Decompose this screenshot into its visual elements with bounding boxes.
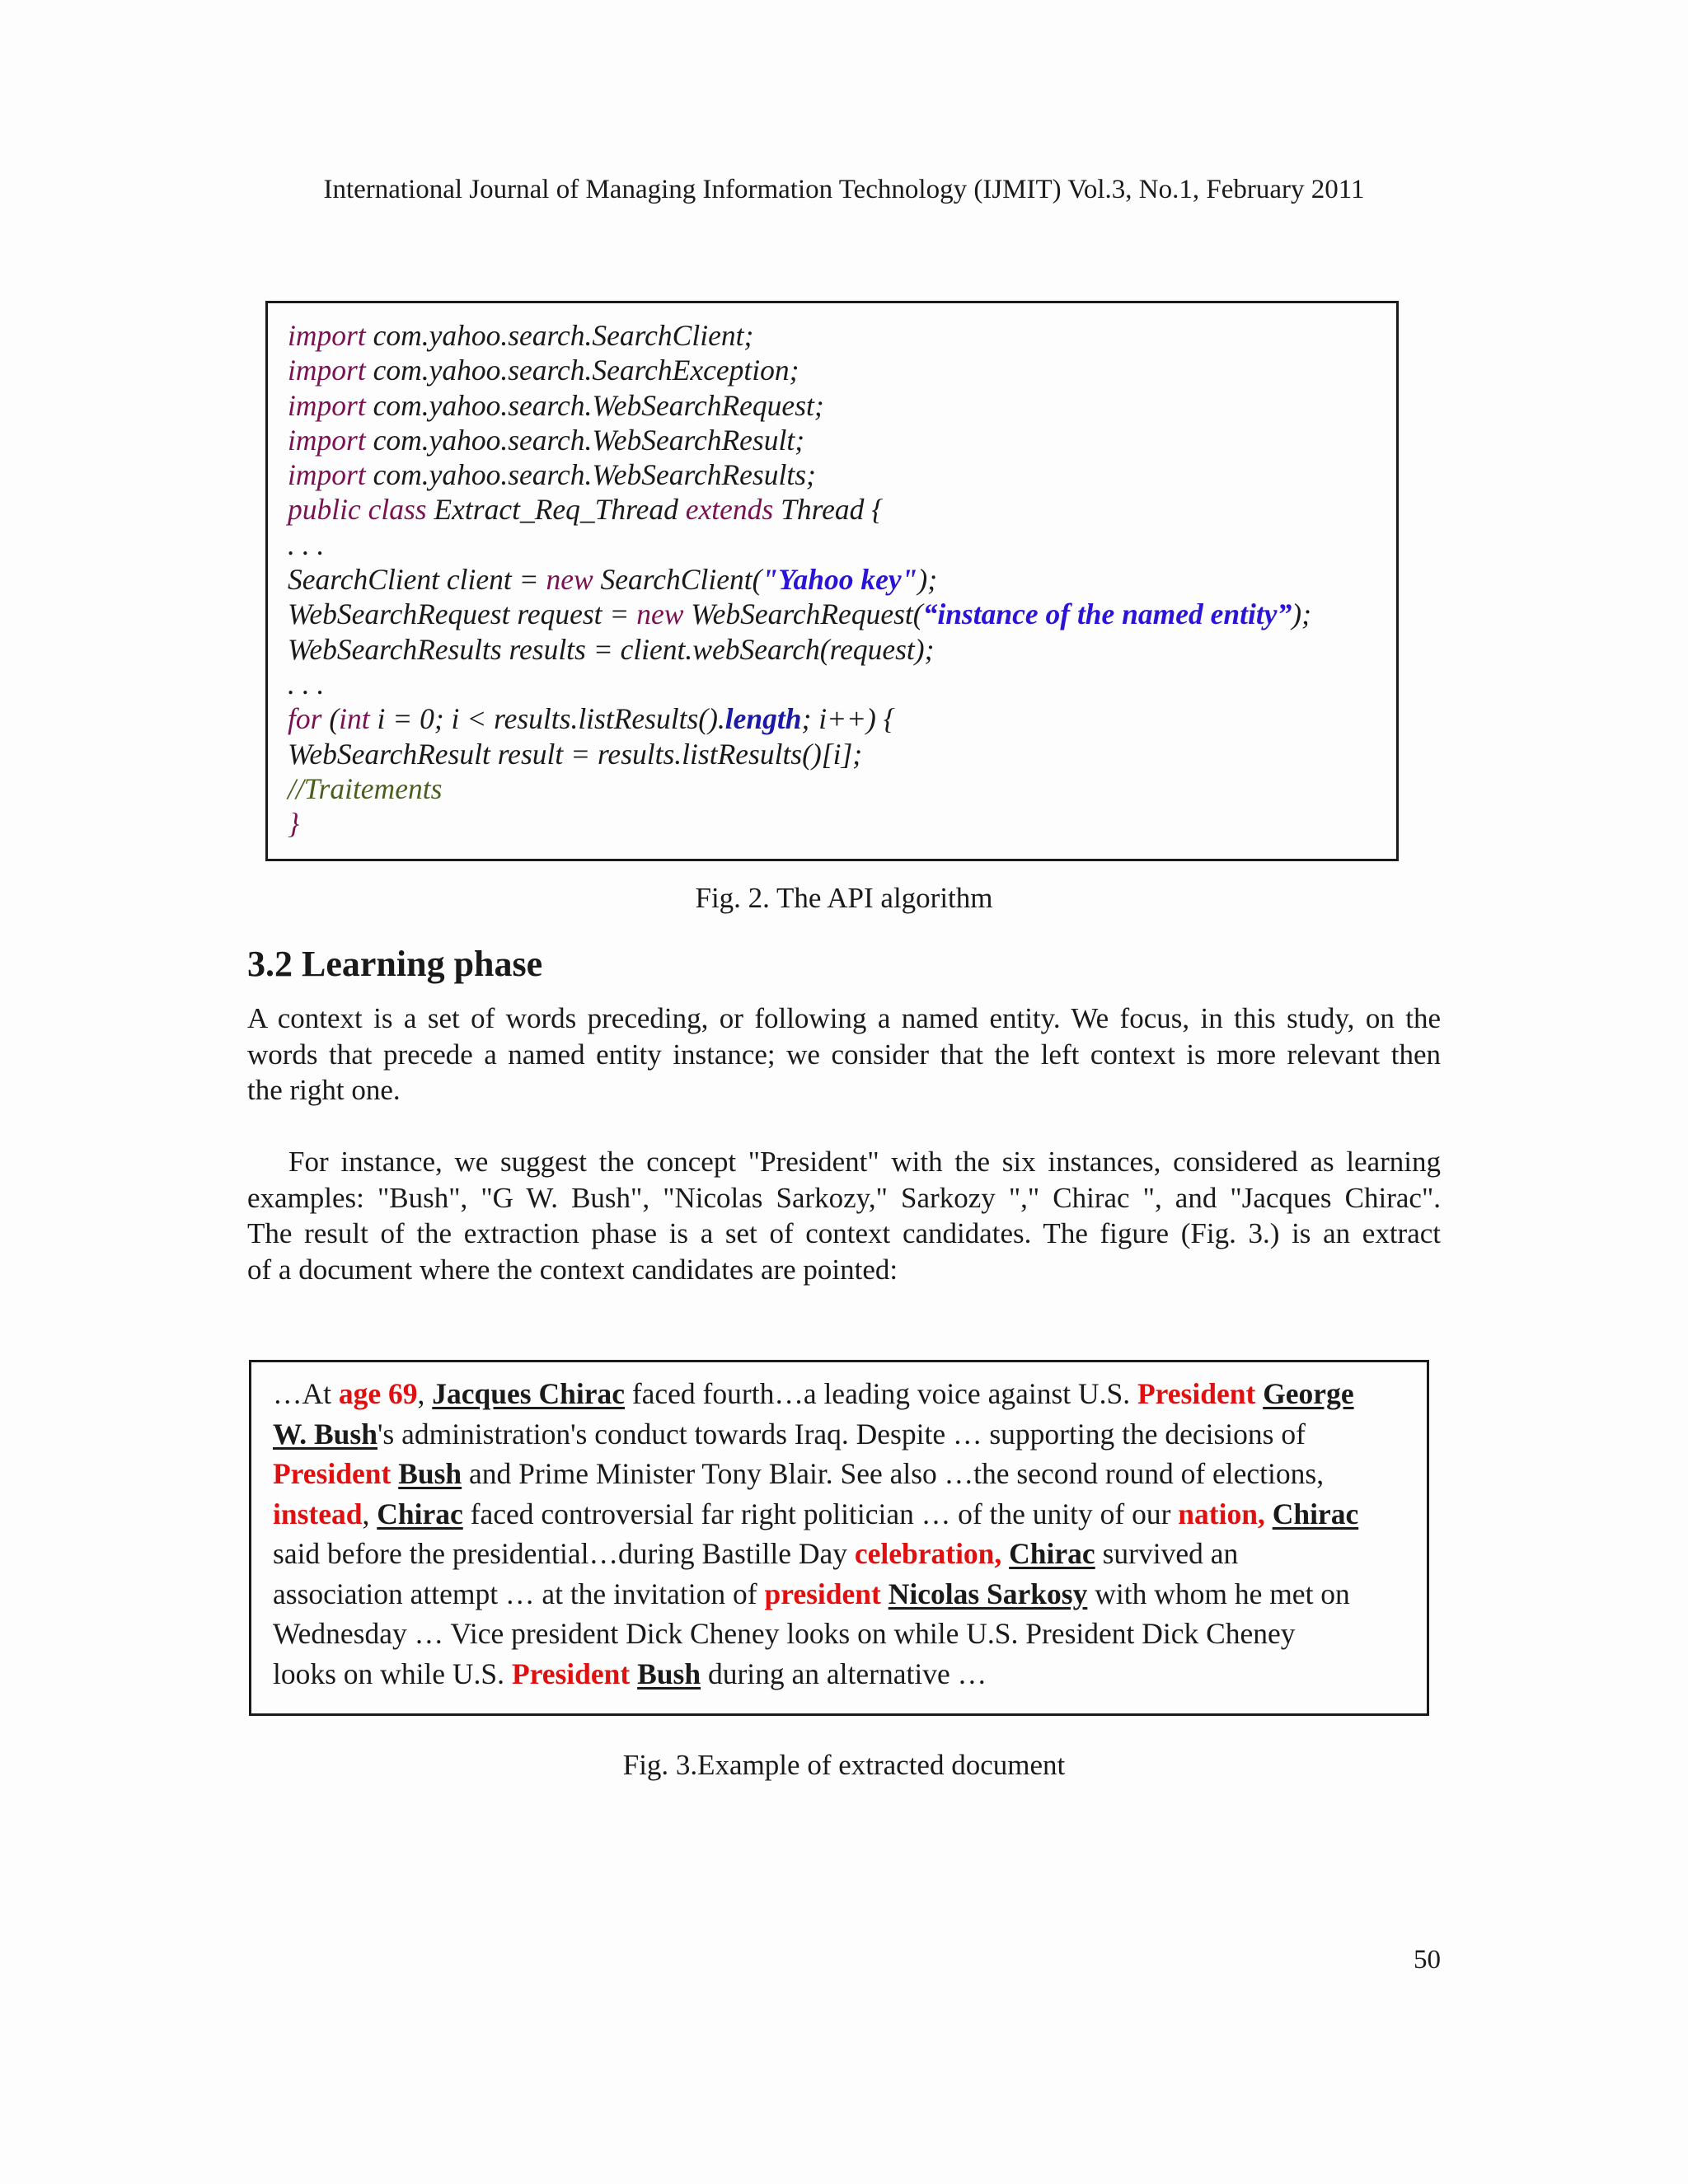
code-text: i = 0; i < results.listResults(). [369, 702, 725, 736]
code-line [288, 388, 1396, 423]
example-text: said before the presidential…during Bastille Day [273, 1537, 855, 1570]
named-entity: Chirac [377, 1497, 463, 1530]
code-ellipsis: . . . [288, 667, 325, 701]
example-text [1265, 1497, 1273, 1530]
example-line [273, 1454, 1427, 1494]
code-text: WebSearchResult result = results.listResults()[i]; [288, 737, 863, 771]
code-text: ; i++) { [801, 702, 895, 736]
example-text: association attempt … at the invitation of [273, 1577, 765, 1610]
code-keyword: import [288, 354, 366, 387]
section-heading: 3.2 Learning phase [247, 944, 543, 984]
code-text: com.yahoo.search.WebSearchResults; [365, 458, 816, 492]
code-keyword: int [339, 702, 370, 736]
code-text: Extract_Req_Thread [426, 493, 686, 527]
code-text: WebSearchRequest( [683, 598, 923, 631]
context-candidate: nation, [1178, 1497, 1265, 1530]
example-line [273, 1654, 1427, 1694]
code-brace: } [288, 807, 300, 841]
context-candidate: President [1137, 1377, 1256, 1410]
text-line: The result of the extraction phase is a set of context candidates. The figure (Fig. 3.) is an extract [247, 1217, 1441, 1249]
code-keyword: import [288, 423, 366, 457]
example-line [273, 1534, 1427, 1574]
example-text: looks on while U.S. [273, 1657, 512, 1690]
named-entity: W. Bush [273, 1417, 377, 1451]
named-entity: Chirac [1272, 1497, 1359, 1530]
context-candidate: celebration, [854, 1537, 1002, 1570]
example-text: Wednesday … Vice president Dick Cheney looks on while U.S. President Dick Cheney [273, 1617, 1296, 1650]
example-text: faced fourth…a leading voice against U.S. [624, 1377, 1137, 1410]
code-text: com.yahoo.search.WebSearchResult; [365, 423, 805, 457]
code-keyword: public class [288, 493, 427, 527]
example-text: with whom he met on [1087, 1577, 1350, 1610]
named-entity: Bush [637, 1657, 701, 1690]
example-text: , [362, 1497, 377, 1530]
named-entity: Nicolas Sarkosy [888, 1577, 1088, 1610]
code-comment: //Traitements [288, 771, 443, 805]
context-candidate: age 69 [338, 1377, 418, 1410]
figure-3-caption: Fig. 3.Example of extracted document [622, 1749, 1066, 1781]
code-line [288, 771, 1396, 806]
example-line [273, 1414, 1427, 1455]
figure-2-caption: Fig. 2. The API algorithm [695, 882, 993, 914]
code-text: ); [917, 563, 938, 597]
example-text [630, 1657, 637, 1690]
named-entity: Bush [398, 1457, 462, 1490]
example-text: , [417, 1377, 433, 1410]
named-entity: George [1263, 1377, 1354, 1410]
extracted-document-box [249, 1360, 1429, 1716]
text-line: For instance, we suggest the concept "President" with the six instances, considered as learning [288, 1146, 1441, 1178]
code-line [288, 737, 1396, 771]
code-keyword: import [288, 319, 366, 352]
code-line [288, 423, 1396, 457]
code-text: WebSearchRequest request = [288, 598, 637, 631]
named-entity: Jacques Chirac [432, 1377, 625, 1410]
journal-header: International Journal of Managing Information Technology (IJMIT) Vol.3, No.1, February 2011 [323, 175, 1365, 204]
code-text: com.yahoo.search.SearchClient; [365, 319, 754, 352]
code-line [288, 701, 1396, 736]
code-text: WebSearchResults results = client.webSearch(request); [288, 632, 935, 666]
code-line [288, 562, 1396, 597]
example-text: …At [273, 1377, 339, 1410]
example-text [1255, 1377, 1263, 1410]
example-text: and Prime Minister Tony Blair. See also …the second round of elections, [462, 1457, 1325, 1490]
code-property: length [724, 702, 802, 736]
code-line [288, 353, 1396, 387]
code-line [288, 457, 1396, 492]
example-text: during an alternative … [701, 1657, 987, 1690]
code-line [288, 667, 1396, 701]
text-line: of a document where the context candidates are pointed: [247, 1253, 898, 1286]
context-candidate: President [511, 1657, 631, 1690]
code-keyword: import [288, 388, 366, 422]
paragraph-2 [247, 1144, 1441, 1287]
text-line: examples: "Bush", "G W. Bush", "Nicolas Sarkozy," Sarkozy "," Chirac ", and "Jacques Chirac". [247, 1181, 1441, 1214]
page-number: 50 [1414, 1945, 1441, 1975]
example-line [273, 1614, 1427, 1654]
code-line [288, 492, 1396, 527]
text-line: words that precede a named entity instance; we consider that the left context is more relevant then [247, 1038, 1441, 1071]
code-keyword: extends [685, 493, 774, 527]
example-text [391, 1457, 398, 1490]
code-ellipsis: . . . [288, 527, 325, 561]
example-text: faced controversial far right politician … of the unity of our [462, 1497, 1179, 1530]
example-text [1001, 1537, 1009, 1570]
code-text: ( [321, 702, 340, 736]
context-candidate: President [273, 1457, 392, 1490]
code-text: ); [1292, 598, 1311, 631]
code-text: com.yahoo.search.SearchException; [365, 354, 799, 387]
code-listing-box [265, 301, 1399, 861]
context-candidate: instead [273, 1497, 363, 1530]
example-text [881, 1577, 889, 1610]
code-text: SearchClient( [593, 563, 762, 597]
text-line: the right one. [247, 1074, 401, 1106]
code-keyword: new [636, 598, 684, 631]
code-text: Thread { [773, 493, 884, 527]
code-text: SearchClient client = [288, 563, 546, 597]
code-line [288, 806, 1396, 841]
code-line [288, 318, 1396, 353]
text-line: A context is a set of words preceding, or following a named entity. We focus, in this study, on the [247, 1002, 1441, 1034]
code-keyword: for [288, 702, 322, 736]
context-candidate: president [764, 1577, 881, 1610]
paragraph-1 [247, 1001, 1441, 1108]
code-string: "Yahoo key" [762, 563, 918, 597]
code-line [288, 597, 1396, 631]
code-line [288, 632, 1396, 667]
example-text: 's administration's conduct towards Iraq. Despite … supporting the decisions of [377, 1417, 1306, 1451]
code-keyword: new [546, 563, 593, 597]
code-keyword: import [288, 458, 366, 492]
code-text: com.yahoo.search.WebSearchRequest; [365, 388, 824, 422]
named-entity: Chirac [1009, 1537, 1095, 1570]
code-line [288, 527, 1396, 562]
example-text: survived an [1095, 1537, 1239, 1570]
example-line [273, 1494, 1427, 1535]
example-line [273, 1574, 1427, 1615]
example-line [273, 1374, 1427, 1414]
code-string: “instance of the named entity” [922, 598, 1292, 631]
